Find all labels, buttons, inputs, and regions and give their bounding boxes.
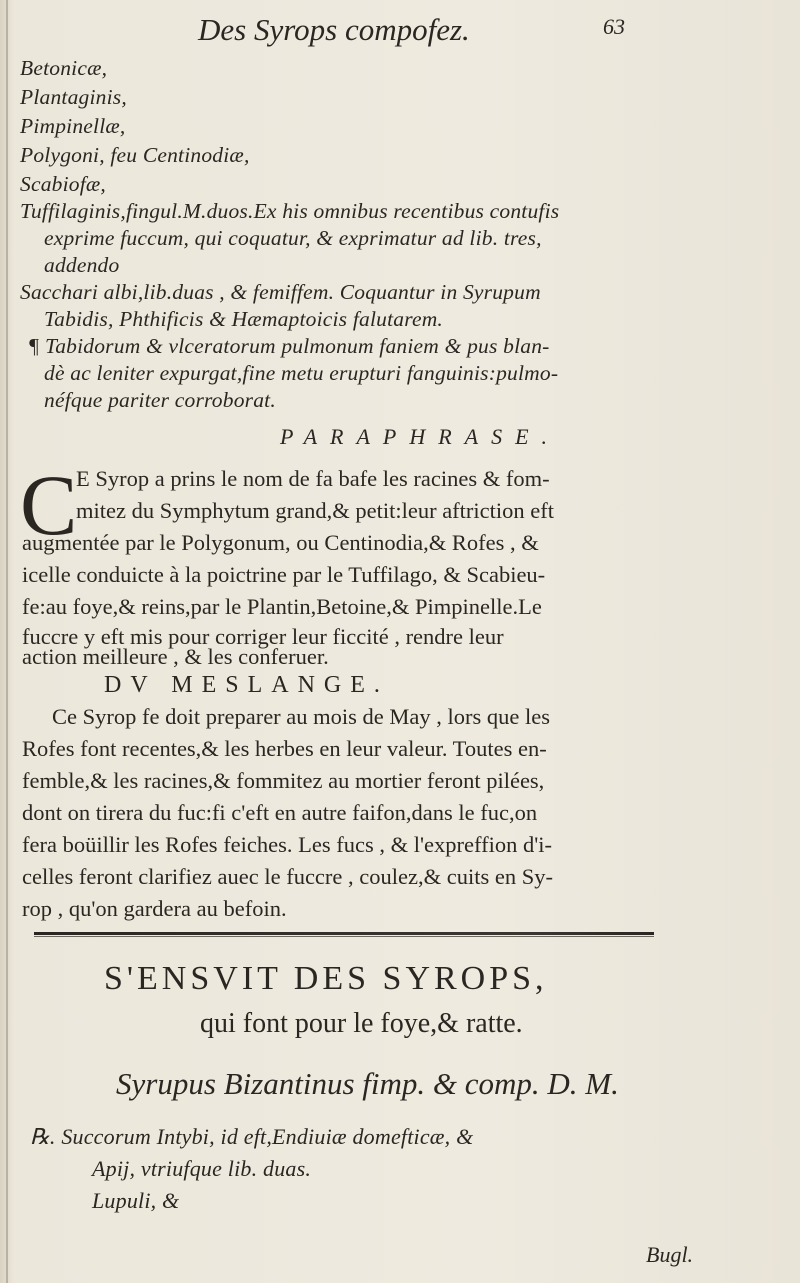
recipe-line: Betonicæ, — [20, 56, 108, 80]
page-gutter — [6, 0, 8, 1283]
running-title: Des Syrops compofez. — [198, 12, 470, 47]
paraphrase-line: action meilleure , & les conferuer. — [22, 644, 329, 669]
paraphrase-line: fe:au foye,& reins,par le Plantin,Betoine,& Pimpinelle.Le — [22, 594, 542, 619]
paraphrase-line: augmentée par le Polygonum, ou Centinodia,& Rofes , & — [22, 530, 539, 555]
recipe-line: Tuffilaginis,fingul.M.duos.Ex his omnibus recentibus contufis — [20, 199, 560, 223]
paraphrase-line: E Syrop a prins le nom de fa bafe les racines & fom- — [76, 466, 550, 491]
recipe-line: dè ac leniter expurgat,fine metu erupturi fanguinis:pulmo- — [44, 361, 559, 385]
section-rule-thin — [34, 936, 654, 937]
recipe-line: Pimpinellæ, — [20, 114, 126, 138]
running-header — [0, 12, 800, 48]
recipe-line: néfque pariter corroborat. — [44, 388, 276, 412]
meslange-heading: DV MESLANGE. — [104, 672, 389, 698]
paraphrase-line: fuccre y eft mis pour corriger leur ficcité , rendre leur — [22, 624, 504, 649]
section-rule — [34, 932, 654, 935]
recipe-line: addendo — [44, 253, 120, 277]
meslange-line: Rofes font recentes,& les herbes en leur valeur. Toutes en- — [22, 736, 547, 761]
recipe-line: Tabidis, Phthificis & Hæmaptoicis falutarem. — [44, 307, 444, 331]
recipe-title: Syrupus Bizantinus fimp. & comp. D. M. — [116, 1066, 619, 1101]
recipe2-line: Lupuli, & — [92, 1188, 180, 1213]
recipe-line: ¶ Tabidorum & vlceratorum pulmonum faniem & pus blan- — [28, 334, 550, 358]
meslange-line: Ce Syrop fe doit preparer au mois de May , lors que les — [52, 704, 550, 729]
recipe2-line: Apij, vtriufque lib. duas. — [92, 1156, 312, 1181]
catchword: Bugl. — [646, 1242, 694, 1267]
recipe-line: exprime fuccum, qui coquatur, & exprimatur ad lib. tres, — [44, 226, 542, 250]
recipe-line: Scabiofæ, — [20, 172, 107, 196]
page-number: 63 — [603, 14, 625, 39]
meslange-line: fera boüillir les Rofes feiches. Les fucs , & l'expreffion d'i- — [22, 832, 553, 857]
recipe2-line: ℞. Succorum Intybi, id eft,Endiuiæ domefticæ, & — [30, 1124, 474, 1149]
section-title: S'ENSVIT DES SYROPS, — [104, 960, 548, 997]
meslange-line: rop , qu'on gardera au befoin. — [22, 896, 287, 921]
paraphrase-line: icelle conduicte à la poictrine par le Tuffilago, & Scabieu- — [22, 562, 546, 587]
meslange-line: celles feront clarifiez auec le fuccre , coulez,& cuits en Sy- — [22, 864, 553, 889]
paraphrase-line: mitez du Symphytum grand,& petit:leur aftriction eft — [76, 498, 555, 523]
section-subtitle: qui font pour le foye,& ratte. — [200, 1008, 523, 1039]
recipe-line: Sacchari albi,lib.duas , & femiffem. Coquantur in Syrupum — [20, 280, 541, 304]
recipe-line: Plantaginis, — [20, 85, 127, 109]
paraphrase-heading: PARAPHRASE. — [279, 424, 561, 449]
meslange-line: dont on tirera du fuc:fi c'eft en autre faifon,dans le fuc,on — [22, 800, 538, 825]
meslange-line: femble,& les racines,& fommitez au mortier feront pilées, — [22, 768, 545, 793]
recipe-line: Polygoni, feu Centinodiæ, — [20, 143, 250, 167]
drop-capital: C — [20, 457, 78, 553]
